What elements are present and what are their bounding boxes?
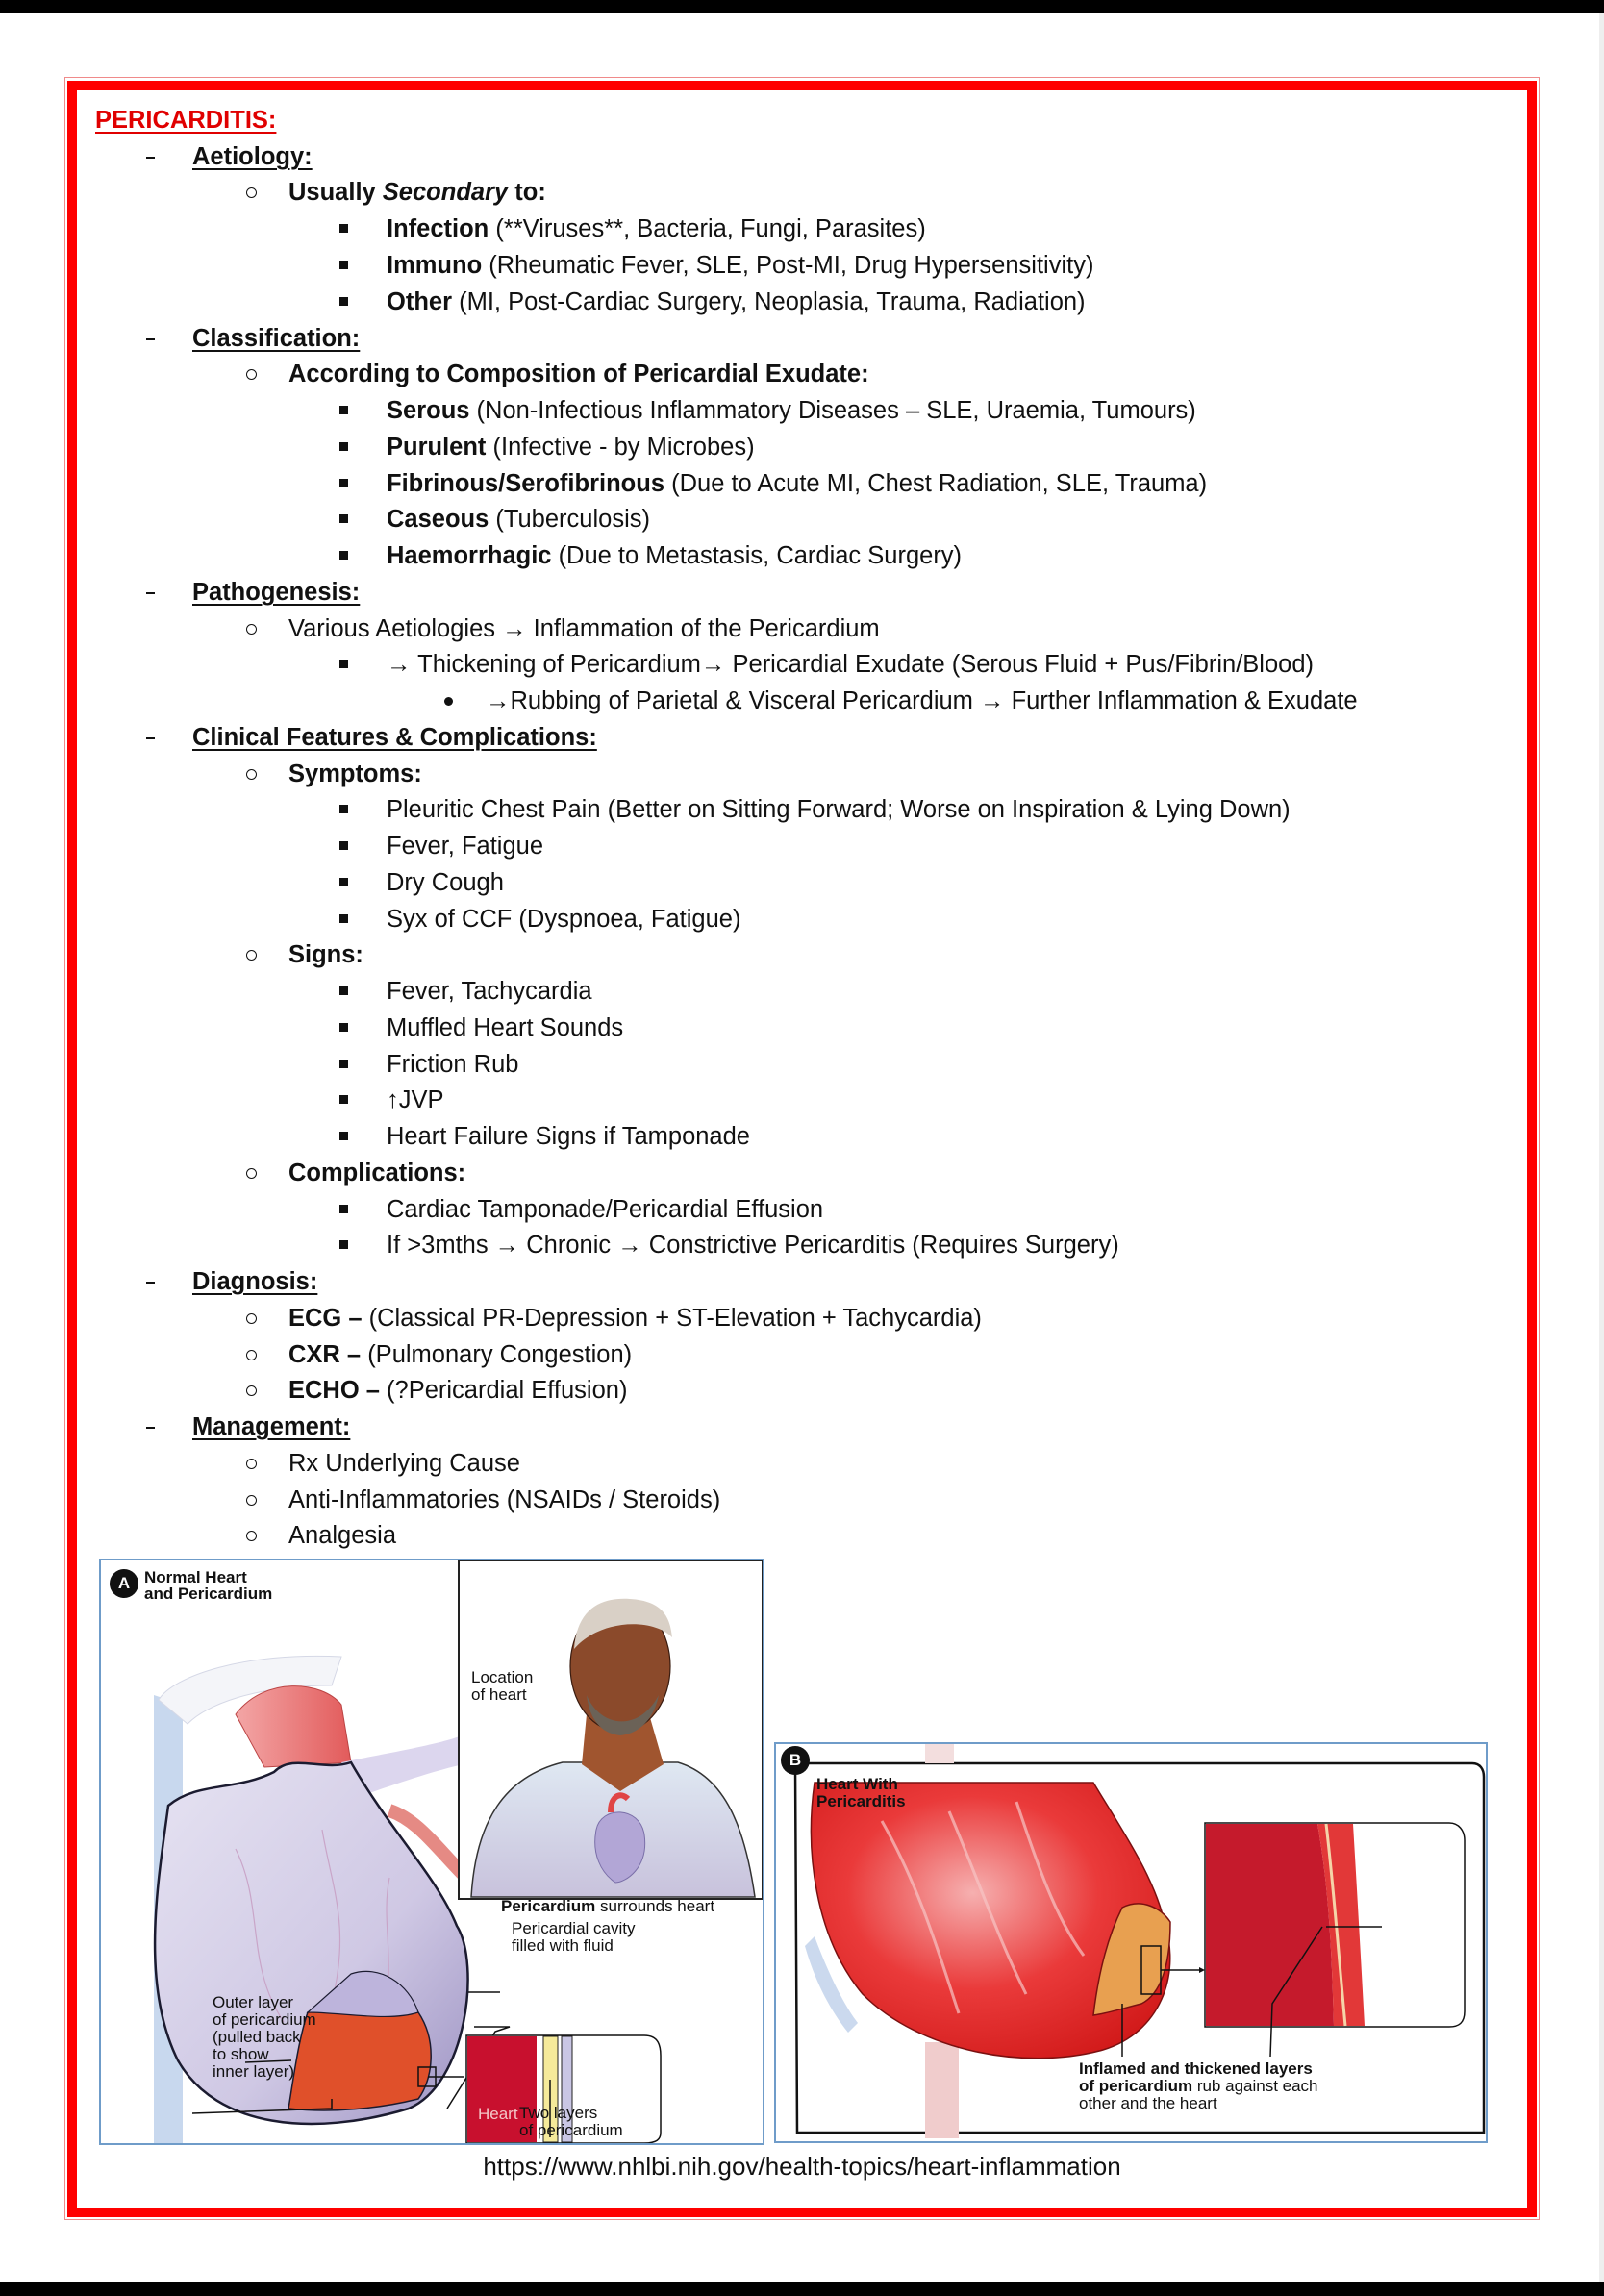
figure-panel-pericarditis: [774, 1742, 1488, 2143]
aetiology-sub-suffix: to:: [508, 179, 546, 206]
list-item-bold: Caseous: [387, 506, 489, 533]
list-item-text: Dry Cough: [387, 869, 504, 896]
outer-layer-label-1: Outer layer: [213, 1993, 294, 2011]
square-bullet-icon: [339, 1023, 348, 1032]
heading-aetiology: Aetiology:: [192, 143, 313, 170]
list-item-text: Heart Failure Signs if Tamponade: [387, 1123, 750, 1150]
pericardium-bold: Pericardium: [501, 1897, 596, 1915]
square-bullet-icon: [339, 878, 348, 886]
list-item-text: [387, 501, 650, 537]
classification-sub-text: According to Composition of Pericardial Exudate:: [288, 361, 869, 387]
location-label-line1: Location: [471, 1668, 534, 1686]
list-item-text: Anti-Inflammatories (NSAIDs / Steroids): [288, 1486, 721, 1513]
list-item-rest: (Due to Acute MI, Chest Radiation, SLE, Trauma): [664, 470, 1208, 497]
list-item-bold: Haemorrhagic: [387, 542, 552, 569]
list-item-rest: (Non-Infectious Inflammatory Diseases – SLE, Uraemia, Tumours): [469, 397, 1196, 424]
list-item-text: If >3mths → Chronic → Constrictive Pericarditis (Requires Surgery): [387, 1232, 1119, 1259]
circle-bullet-icon: [246, 1313, 257, 1324]
circle-bullet-icon: [246, 1385, 257, 1396]
list-item-text: Muffled Heart Sounds: [387, 1014, 624, 1041]
square-bullet-icon: [339, 297, 348, 306]
circle-bullet-icon: [246, 1168, 257, 1179]
list-subitem-text: →Rubbing of Parietal & Visceral Pericardium → Further Inflammation & Exudate: [486, 687, 1358, 714]
square-bullet-icon: [339, 1060, 348, 1068]
list-item-rest: (Due to Metastasis, Cardiac Surgery): [551, 542, 963, 569]
location-label-line2: of heart: [471, 1685, 527, 1704]
list-item-text: [288, 1300, 982, 1336]
circle-bullet-icon: [246, 369, 257, 380]
list-item-bold: ECHO –: [288, 1377, 380, 1404]
signs-heading: Signs:: [288, 941, 363, 968]
panel-b-caption-line2: [1079, 2077, 1318, 2095]
outer-layer-label-4: to show: [213, 2045, 269, 2063]
list-item-text: Friction Rub: [387, 1051, 519, 1078]
dash-bullet-icon: [146, 1282, 155, 1284]
page-edge: [1599, 13, 1604, 2282]
outer-layer-label-5: inner layer): [213, 2062, 295, 2081]
figure-panel-normal-heart: [99, 1559, 764, 2145]
list-item-text: [288, 1336, 632, 1373]
dash-bullet-icon: [146, 592, 155, 594]
panel-b-title-line1: Heart With: [816, 1775, 898, 1793]
vessel-top: [925, 1744, 954, 1763]
list-item-rest: (Pulmonary Congestion): [361, 1341, 633, 1368]
list-item-text: [387, 247, 1093, 284]
list-item-text: [288, 1372, 627, 1409]
square-bullet-icon: [339, 805, 348, 813]
list-item-text: Rx Underlying Cause: [288, 1450, 520, 1477]
square-bullet-icon: [339, 660, 348, 668]
square-bullet-icon: [339, 1132, 348, 1140]
pathogenesis-sub-text: Various Aetiologies → Inflammation of the Pericardium: [288, 615, 880, 642]
panel-b-badge: B: [781, 1746, 810, 1775]
list-item-rest: (Classical PR-Depression + ST-Elevation + Tachycardia): [362, 1305, 982, 1332]
dot-bullet-icon: [444, 697, 453, 706]
panel-a-badge: A: [110, 1569, 138, 1598]
outer-layer-label-2: of pericardium: [213, 2010, 316, 2029]
normal-heart-illustration: [101, 1560, 763, 2143]
circle-bullet-icon: [246, 950, 257, 961]
dash-bullet-icon: [146, 737, 155, 739]
square-bullet-icon: [339, 479, 348, 487]
list-item-bold: Other: [387, 288, 453, 315]
heading-clinical: Clinical Features & Complications:: [192, 724, 597, 751]
cavity-label-line2: filled with fluid: [512, 1936, 614, 1955]
square-bullet-icon: [339, 1240, 348, 1249]
circle-bullet-icon: [246, 1531, 257, 1541]
source-url: https://www.nhlbi.nih.gov/health-topics/heart-inflammation: [483, 2152, 1121, 2181]
aetiology-sub-prefix: Usually: [288, 179, 383, 206]
list-item-rest: (Infective - by Microbes): [486, 434, 755, 461]
list-item-text: [387, 284, 1086, 320]
two-layers-label-line2: of pericardium: [519, 2121, 623, 2139]
square-bullet-icon: [339, 224, 348, 233]
square-bullet-icon: [339, 406, 348, 414]
list-item-bold: Purulent: [387, 434, 487, 461]
heading-diagnosis: Diagnosis:: [192, 1268, 318, 1295]
list-item-text: → Thickening of Pericardium→ Pericardial Exudate (Serous Fluid + Pus/Fibrin/Blood): [387, 651, 1314, 678]
complications-heading: Complications:: [288, 1160, 466, 1186]
square-bullet-icon: [339, 841, 348, 850]
bottom-black-bar: [0, 2282, 1604, 2296]
list-item-text: [387, 537, 962, 574]
square-bullet-icon: [339, 914, 348, 923]
heart-muscle-section: [1206, 1824, 1334, 2026]
list-item-text: Fever, Fatigue: [387, 833, 543, 860]
list-item-rest: (?Pericardial Effusion): [379, 1377, 628, 1404]
list-item-bold: ECG –: [288, 1305, 363, 1332]
circle-bullet-icon: [246, 1459, 257, 1469]
list-item-bold: Immuno: [387, 252, 483, 279]
dash-bullet-icon: [146, 1427, 155, 1429]
panel-a-title-line2: and Pericardium: [144, 1585, 273, 1603]
caption-bold: of pericardium: [1079, 2077, 1193, 2095]
list-item-bold: Fibrinous/Serofibrinous: [387, 470, 665, 497]
square-bullet-icon: [339, 551, 348, 560]
heart-label: Heart: [478, 2105, 518, 2123]
list-item-text: Pleuritic Chest Pain (Better on Sitting Forward; Worse on Inspiration & Lying Down): [387, 796, 1291, 823]
circle-bullet-icon: [246, 624, 257, 635]
list-item-text: Cardiac Tamponade/Pericardial Effusion: [387, 1196, 824, 1223]
two-layers-label-line1: Two layers: [519, 2104, 598, 2122]
list-item-rest: (MI, Post-Cardiac Surgery, Neoplasia, Trauma, Radiation): [452, 288, 1086, 315]
aetiology-sub-text: [288, 174, 546, 211]
outer-layer-label-3: (pulled back: [213, 2028, 301, 2046]
page-title: PERICARDITIS:: [95, 107, 277, 134]
heading-classification: Classification:: [192, 325, 361, 352]
list-item-text: ↑JVP: [387, 1086, 444, 1113]
pericardium-rest: surrounds heart: [595, 1897, 715, 1915]
list-item-text: Fever, Tachycardia: [387, 978, 592, 1005]
circle-bullet-icon: [246, 187, 257, 198]
square-bullet-icon: [339, 1205, 348, 1213]
list-item-bold: Infection: [387, 215, 489, 242]
panel-b-caption-line1: Inflamed and thickened layers: [1079, 2059, 1313, 2078]
panel-b-caption-line3: other and the heart: [1079, 2094, 1217, 2112]
list-item-text: [387, 429, 755, 465]
list-item-bold: CXR –: [288, 1341, 362, 1368]
dash-bullet-icon: [146, 338, 155, 340]
square-bullet-icon: [339, 442, 348, 451]
list-item-text: [387, 465, 1207, 502]
list-item-text: Syx of CCF (Dyspnoea, Fatigue): [387, 906, 741, 933]
list-item-text: Analgesia: [288, 1522, 396, 1549]
cavity-label-line1: Pericardial cavity: [512, 1919, 636, 1937]
dash-bullet-icon: [146, 157, 155, 159]
panel-a-title-line1: Normal Heart: [144, 1568, 247, 1586]
top-black-bar: [0, 0, 1604, 13]
heading-pathogenesis: Pathogenesis:: [192, 579, 361, 606]
square-bullet-icon: [339, 1095, 348, 1104]
caption-rest: rub against each: [1192, 2077, 1318, 2095]
list-item-text: [387, 211, 926, 247]
circle-bullet-icon: [246, 769, 257, 780]
square-bullet-icon: [339, 514, 348, 523]
circle-bullet-icon: [246, 1495, 257, 1506]
list-item-rest: (Rheumatic Fever, SLE, Post-MI, Drug Hypersensitivity): [482, 252, 1094, 279]
square-bullet-icon: [339, 261, 348, 269]
panel-b-title-line2: Pericarditis: [816, 1792, 906, 1810]
aetiology-sub-italic: Secondary: [382, 179, 509, 206]
square-bullet-icon: [339, 986, 348, 995]
list-item-text: [387, 392, 1196, 429]
symptoms-heading: Symptoms:: [288, 761, 422, 787]
heading-management: Management:: [192, 1413, 351, 1440]
vessel-bottom: [925, 2042, 959, 2138]
circle-bullet-icon: [246, 1350, 257, 1360]
pericardium-surrounds-label: [501, 1897, 714, 1915]
list-item-rest: (Tuberculosis): [489, 506, 650, 533]
list-item-bold: Serous: [387, 397, 470, 424]
aorta-shape: [236, 1686, 351, 1767]
list-item-rest: (**Viruses**, Bacteria, Fungi, Parasites): [489, 215, 926, 242]
